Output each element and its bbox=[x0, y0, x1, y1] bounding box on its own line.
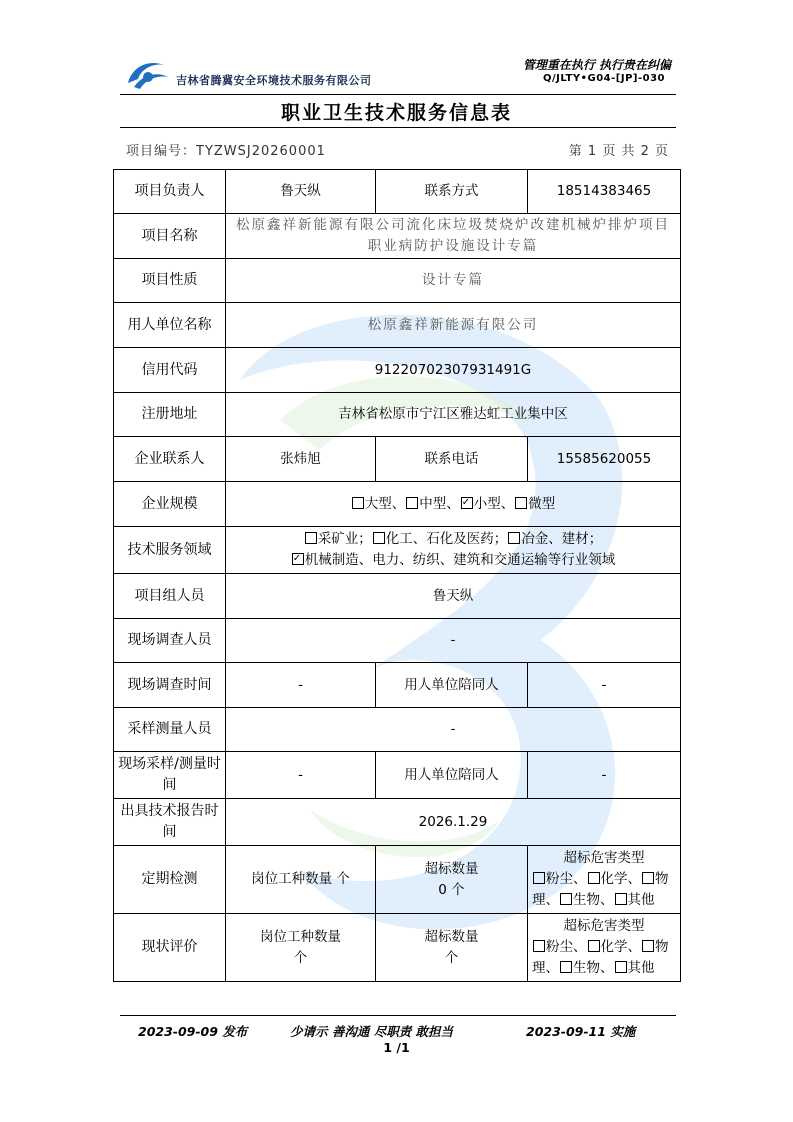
footer-divider bbox=[120, 1015, 676, 1016]
domain-label: 技术服务领域 bbox=[114, 527, 226, 574]
periodic-label: 定期检测 bbox=[114, 846, 226, 914]
table-row bbox=[114, 619, 681, 663]
periodic-exceed: 超标数量 0 个 bbox=[376, 846, 528, 914]
publish-date: 2023-09-09 发布 bbox=[138, 1024, 248, 1039]
contact-label: 联系方式 bbox=[376, 170, 528, 214]
periodic-posts: 岗位工种数量 个 bbox=[226, 846, 376, 914]
checkbox-phys-2[interactable] bbox=[642, 940, 654, 952]
table-row bbox=[114, 752, 681, 799]
project-name-value: 松原鑫祥新能源有限公司流化床垃圾焚烧炉改建机械炉排炉项目职业病防护设施设计专篇 bbox=[226, 214, 681, 259]
info-table bbox=[113, 169, 681, 982]
footer-motto: 少请示 善沟通 尽职责 敢担当 bbox=[290, 1024, 454, 1039]
credit-label: 信用代码 bbox=[114, 348, 226, 393]
checkbox-bio[interactable] bbox=[560, 893, 572, 905]
address-value: 吉林省松原市宁江区雅达虹工业集中区 bbox=[226, 393, 681, 437]
status-posts: 岗位工种数量 个 bbox=[226, 914, 376, 982]
checkbox-mining[interactable] bbox=[305, 532, 317, 544]
sampling-time-label: 现场采样/测量时间 bbox=[114, 752, 226, 799]
enterprise-contact-value: 张炜旭 bbox=[226, 437, 376, 482]
sampling-staff-label: 采样测量人员 bbox=[114, 708, 226, 752]
members-value: 鲁天纵 bbox=[226, 574, 681, 619]
table-row bbox=[114, 393, 681, 437]
project-name-label: 项目名称 bbox=[114, 214, 226, 259]
table-row bbox=[114, 214, 681, 259]
page-info: 第 1 页 共 2 页 bbox=[568, 144, 669, 159]
footer-page-number: 1 /1 bbox=[383, 1040, 410, 1055]
checkbox-other[interactable] bbox=[615, 893, 627, 905]
survey-time-label: 现场调查时间 bbox=[114, 663, 226, 708]
members-label: 项目组人员 bbox=[114, 574, 226, 619]
checkbox-chem[interactable] bbox=[588, 872, 600, 884]
checkbox-medium[interactable] bbox=[406, 497, 418, 509]
page-header bbox=[0, 0, 793, 100]
sampling-time-value: - bbox=[226, 752, 376, 799]
checkbox-machinery-checked[interactable] bbox=[292, 553, 304, 565]
table-row bbox=[114, 170, 681, 214]
status-label: 现状评价 bbox=[114, 914, 226, 982]
header-slogan: 管理重在执行 执行贵在纠偏 bbox=[522, 58, 671, 72]
title-divider bbox=[120, 127, 676, 128]
company-name: 吉林省腾冀安全环境技术服务有限公司 bbox=[176, 74, 372, 87]
checkbox-dust-2[interactable] bbox=[533, 940, 545, 952]
enterprise-phone-label: 联系电话 bbox=[376, 437, 528, 482]
leader-label: 项目负责人 bbox=[114, 170, 226, 214]
scale-options: 大型、 中型、✓ 小型、 微型 bbox=[226, 482, 681, 527]
leader-value: 鲁天纵 bbox=[226, 170, 376, 214]
report-time-value: 2026.1.29 bbox=[226, 799, 681, 846]
document-code: Q/JLTY•G04-[JP]-030 bbox=[542, 73, 665, 84]
table-row bbox=[114, 482, 681, 527]
checkbox-chem-2[interactable] bbox=[588, 940, 600, 952]
checkbox-small-checked[interactable] bbox=[461, 497, 473, 509]
table-row bbox=[114, 846, 681, 914]
table-row bbox=[114, 437, 681, 482]
table-row bbox=[114, 303, 681, 348]
project-number: 项目编号：TYZWSJ20260001 bbox=[126, 144, 326, 159]
address-label: 注册地址 bbox=[114, 393, 226, 437]
survey-staff-label: 现场调查人员 bbox=[114, 619, 226, 663]
report-time-label: 出具技术报告时间 bbox=[114, 799, 226, 846]
accompany-value: - bbox=[528, 663, 681, 708]
effective-date: 2023-09-11 实施 bbox=[526, 1024, 636, 1039]
checkbox-bio-2[interactable] bbox=[560, 961, 572, 973]
checkbox-chemical[interactable] bbox=[373, 532, 385, 544]
credit-value: 91220702307931491G bbox=[226, 348, 681, 393]
employer-value: 松原鑫祥新能源有限公司 bbox=[226, 303, 681, 348]
table-row bbox=[114, 527, 681, 574]
checkbox-phys[interactable] bbox=[642, 872, 654, 884]
nature-value: 设计专篇 bbox=[226, 259, 681, 303]
enterprise-phone-value: 15585620055 bbox=[528, 437, 681, 482]
accompany-label: 用人单位陪同人 bbox=[376, 663, 528, 708]
sampling-staff-value: - bbox=[226, 708, 681, 752]
accompany2-value: - bbox=[528, 752, 681, 799]
employer-label: 用人单位名称 bbox=[114, 303, 226, 348]
domain-options: 采矿业； 化工、石化及医药； 冶金、建材； ✓机械制造、电力、纺织、建筑和交通运输等行业领域 bbox=[226, 527, 681, 574]
table-row bbox=[114, 663, 681, 708]
table-row bbox=[114, 914, 681, 982]
checkbox-micro[interactable] bbox=[515, 497, 527, 509]
accompany2-label: 用人单位陪同人 bbox=[376, 752, 528, 799]
page-title: 职业卫生技术服务信息表 bbox=[280, 102, 512, 124]
table-row bbox=[114, 259, 681, 303]
table-row bbox=[114, 348, 681, 393]
scale-label: 企业规模 bbox=[114, 482, 226, 527]
status-exceed: 超标数量 个 bbox=[376, 914, 528, 982]
company-logo-icon bbox=[126, 57, 170, 91]
survey-time-value: - bbox=[226, 663, 376, 708]
contact-value: 18514383465 bbox=[528, 170, 681, 214]
periodic-hazard: 超标危害类型 粉尘、 化学、 物理、 生物、 其他 bbox=[528, 846, 681, 914]
checkbox-other-2[interactable] bbox=[615, 961, 627, 973]
enterprise-contact-label: 企业联系人 bbox=[114, 437, 226, 482]
checkbox-metallurgy[interactable] bbox=[508, 532, 520, 544]
survey-staff-value: - bbox=[226, 619, 681, 663]
table-row bbox=[114, 799, 681, 846]
status-hazard: 超标危害类型 粉尘、 化学、 物理、 生物、 其他 bbox=[528, 914, 681, 982]
table-row bbox=[114, 708, 681, 752]
checkbox-large[interactable] bbox=[352, 497, 364, 509]
header-divider bbox=[120, 94, 676, 95]
checkbox-dust[interactable] bbox=[533, 872, 545, 884]
nature-label: 项目性质 bbox=[114, 259, 226, 303]
table-row bbox=[114, 574, 681, 619]
